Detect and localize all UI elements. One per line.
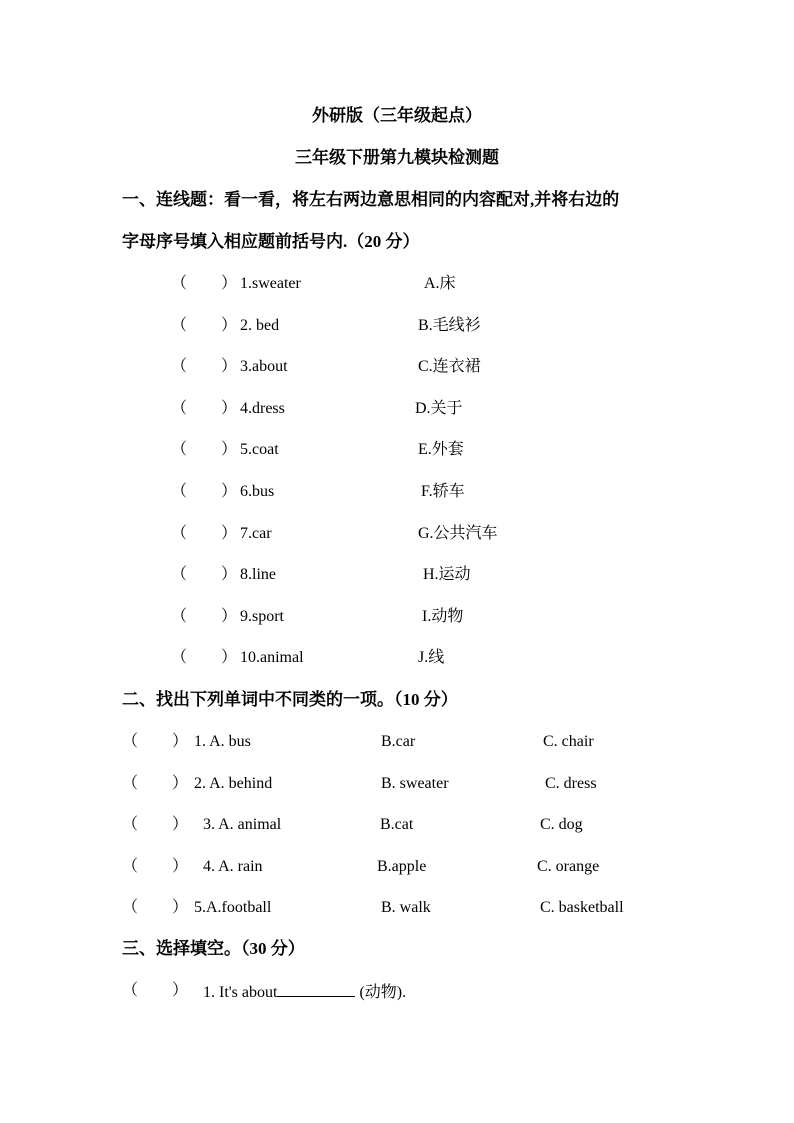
option-a: 5.A.football [194,899,272,916]
fill-blank-line[interactable] [277,980,355,997]
option-a: 1. A. bus [194,733,251,750]
question-row [0,980,794,1002]
matching-row [0,356,794,378]
chinese-meaning: D.关于 [415,399,463,417]
question-hint: (动物). [355,984,407,1001]
option-b: B. walk [381,899,431,916]
question-row [0,773,794,795]
english-word: 3.about [240,358,288,376]
option-c: C. basketball [540,899,624,916]
question-row [0,814,794,836]
answer-paren-open: （ [171,358,188,376]
english-word: 8.line [240,566,276,584]
answer-paren-open: （ [122,899,139,916]
answer-paren-open: （ [171,607,188,625]
page-subtitle: 三年级下册第九模块检测题 [295,148,499,167]
answer-paren-close: ） [221,649,238,667]
answer-paren-close: ） [172,899,189,916]
matching-row [0,439,794,461]
answer-blank[interactable] [190,481,220,501]
option-c: C. chair [543,733,594,750]
matching-row [0,315,794,337]
chinese-meaning: C.连衣裙 [418,358,481,376]
answer-paren-close: ） [221,316,238,334]
answer-paren-open: （ [171,275,188,292]
english-word: 9.sport [240,607,284,625]
answer-paren-close: ） [221,483,238,500]
option-a: 4. A. rain [203,857,263,875]
chinese-meaning: J.线 [418,649,445,667]
matching-row [0,273,794,295]
english-word: 6.bus [240,483,275,500]
page-title: 外研版（三年级起点） [312,106,482,125]
answer-paren-open: （ [122,816,139,833]
section-3-heading: 三、选择填空。（30 分） [122,939,305,958]
answer-blank[interactable] [190,564,220,584]
chinese-meaning: G.公共汽车 [418,524,498,542]
section-1-heading: 一、连线题：看一看，将左右两边意思相同的内容配对,并将右边的 [122,190,620,209]
answer-paren-close: ） [172,774,189,792]
english-word: 4.dress [240,399,285,417]
matching-row [0,647,794,669]
answer-paren-close: ） [172,816,189,833]
answer-paren-close: ） [172,982,189,999]
answer-blank[interactable] [190,439,220,459]
answer-paren-close: ） [221,566,238,584]
answer-blank[interactable] [190,647,220,667]
answer-blank[interactable] [141,856,171,876]
answer-paren-open: （ [171,483,188,500]
chinese-meaning: A.床 [424,275,456,292]
answer-blank[interactable] [141,897,171,917]
answer-paren-open: （ [171,566,188,584]
answer-paren-close: ） [172,857,189,875]
answer-paren-open: （ [122,857,139,875]
answer-paren-open: （ [122,774,139,792]
english-word: 5.coat [240,441,279,459]
answer-blank[interactable] [190,398,220,418]
english-word: 10.animal [240,649,304,667]
answer-blank[interactable] [190,523,220,543]
answer-paren-close: ） [221,441,238,459]
answer-blank[interactable] [190,273,220,293]
matching-row [0,481,794,503]
english-word: 1.sweater [240,275,301,292]
matching-row [0,523,794,545]
matching-row [0,606,794,628]
matching-row [0,564,794,586]
answer-paren-open: （ [171,441,188,459]
answer-paren-close: ） [221,607,238,625]
question-row [0,731,794,753]
chinese-meaning: F.轿车 [421,483,465,500]
chinese-meaning: I.动物 [422,607,464,625]
answer-paren-open: （ [171,316,188,334]
answer-blank[interactable] [141,814,171,834]
english-word: 7.car [240,524,272,542]
chinese-meaning: B.毛线衫 [418,316,481,334]
section-1-heading-cont: 字母序号填入相应题前括号内.（20 分） [122,232,420,251]
answer-paren-open: （ [122,733,139,750]
question-stem: 1. It's about [203,984,278,1001]
answer-blank[interactable] [141,773,171,793]
answer-blank[interactable] [141,731,171,751]
option-b: B.apple [377,857,427,875]
answer-blank[interactable] [190,356,220,376]
answer-paren-open: （ [171,649,188,667]
option-c: C. orange [537,857,600,875]
option-b: B.cat [380,816,414,833]
english-word: 2. bed [240,316,280,334]
chinese-meaning: H.运动 [423,566,471,584]
option-a: 2. A. behind [194,774,273,792]
answer-paren-close: ） [172,733,189,750]
answer-blank[interactable] [141,980,171,1000]
option-b: B.car [381,733,416,750]
answer-paren-open: （ [122,982,139,999]
matching-row [0,398,794,420]
answer-blank[interactable] [190,606,220,626]
answer-paren-close: ） [221,358,238,376]
answer-blank[interactable] [190,315,220,335]
option-b: B. sweater [381,774,449,792]
answer-paren-close: ） [221,399,238,417]
answer-paren-close: ） [221,275,238,292]
answer-paren-open: （ [171,524,188,542]
question-text [203,980,406,1004]
option-c: C. dog [540,816,583,833]
question-row [0,897,794,919]
answer-paren-open: （ [171,399,188,417]
option-c: C. dress [545,774,597,792]
section-2-heading: 二、找出下列单词中不同类的一项。（10 分） [122,690,458,709]
chinese-meaning: E.外套 [418,441,464,459]
option-a: 3. A. animal [203,816,282,833]
answer-paren-close: ） [221,524,238,542]
question-row [0,856,794,878]
